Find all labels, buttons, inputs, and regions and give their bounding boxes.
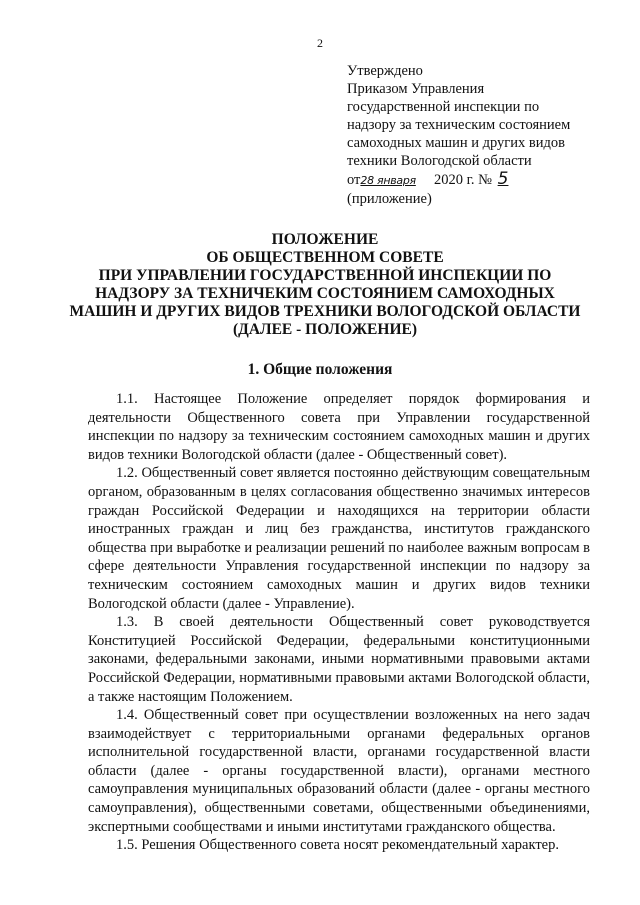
paragraph-1-1: 1.1. Настоящее Положение определяет порядок формирования и деятельности Общественного совета при Управлении государственной инспекции по надзору за техническим состоянием самоходных машин и других видов техники Вологодской области (далее - Общественный совет). [88,391,590,463]
document-body [88,390,590,855]
approval-line: надзору за техническим состоянием [347,117,571,133]
approval-line: самоходных машин и других видов [347,135,565,151]
approval-line: Утверждено [347,63,423,79]
paragraph-1-3: 1.3. В своей деятельности Общественный совет руководствуется Конституцией Российской Федерации, федеральными конституционными законами, федеральными законами, иными нормативными правовыми актами Российской Федерации, нормативными правовыми актами Вологодской области, а также настоящим Положением. [88,614,590,705]
title-line: ПРИ УПРАВЛЕНИИ ГОСУДАРСТВЕННОЙ ИНСПЕКЦИИ ПО [98,267,552,284]
approval-date-line [347,170,612,190]
section-heading: 1. Общие положения [247,361,393,378]
approval-annex: (приложение) [347,191,432,207]
handwritten-date: 28 января [360,174,416,187]
handwritten-order-number: 5 [497,169,509,189]
paragraph-1-4: 1.4. Общественный совет при осуществлении возложенных на него задач взаимодействует с территориальными органами федеральных органов исполнительной государственной власти, органами государственной власти области (далее - органы государственной власти), органами местного самоуправления муниципальных образований области (далее - органы местного самоуправления), общественными советами, общественными объединениями, экспертными сообществами и иными институтами гражданского общества. [88,707,590,835]
approval-line: Приказом Управления [347,81,485,97]
paragraph-1-2: 1.2. Общественный совет является постоянно действующим совещательным органом, образованным в целях согласования общественно значимых интересов граждан Российской Федерации и находящихся на территории области иностранных граждан и лиц без гражданства, институтов гражданского общества при выработке и реализации решений по наиболее важным вопросам в сфере деятельности Управления государственной инспекции по надзору за техническим состоянием самоходных машин и других видов техники Вологодской области (далее - Управление). [88,465,590,612]
date-prefix: от [347,172,361,188]
title-line: (ДАЛЕЕ - ПОЛОЖЕНИЕ) [233,321,417,338]
page-number: 2 [317,36,323,50]
date-year: 2020 г. № [433,172,492,188]
paragraph-1-5: 1.5. Решения Общественного совета носят рекомендательный характер. [116,837,559,854]
title-line: ПОЛОЖЕНИЕ [271,231,379,248]
approval-stamp [347,62,612,208]
document-title [60,231,590,339]
title-line: НАДЗОРУ ЗА ТЕХНИЧЕКИМ СОСТОЯНИЕМ САМОХОДНЫХ [95,285,555,302]
title-line: ОБ ОБЩЕСТВЕННОМ СОВЕТЕ [206,249,444,266]
approval-line: техники Вологодской области [347,153,532,169]
approval-line: государственной инспекции по [347,99,540,115]
title-line: МАШИН И ДРУГИХ ВИДОВ ТРЕХНИКИ ВОЛОГОДСКОЙ ОБЛАСТИ [69,303,581,320]
